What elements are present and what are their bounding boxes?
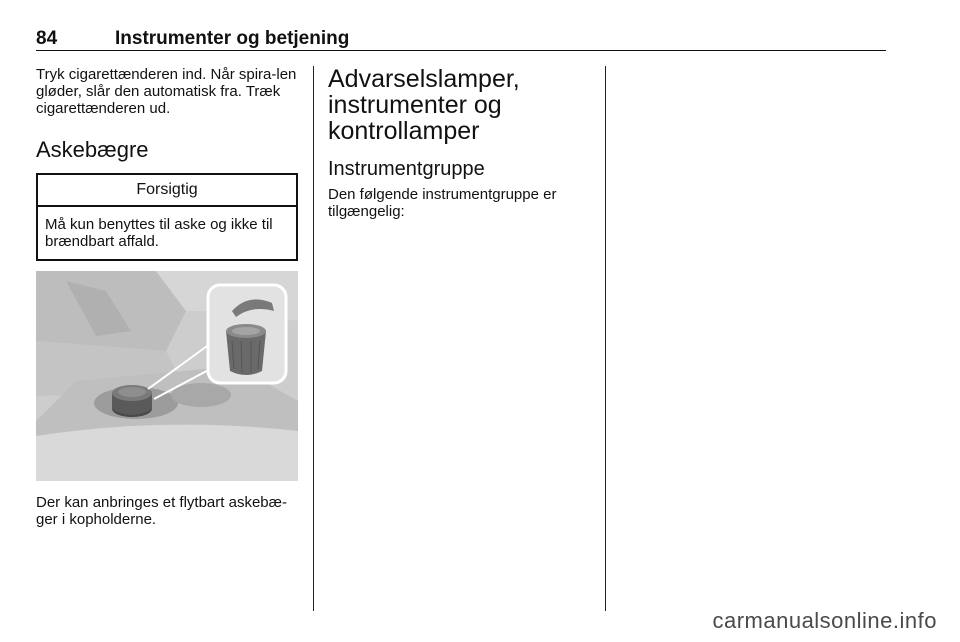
page-header	[36, 26, 886, 52]
main-heading: Advarselslamper, instrumenter og kontrollamper	[328, 65, 520, 145]
header-divider	[36, 50, 886, 51]
caution-box	[36, 173, 298, 261]
figure-caption: Der kan anbringes et flytbart askebæ-ger i kopholderne.	[36, 494, 287, 528]
column-divider	[313, 66, 314, 611]
section-heading: Askebægre	[36, 137, 149, 162]
caution-title: Forsigtig	[38, 175, 296, 207]
watermark-text: carmanualsonline.info	[712, 608, 937, 633]
ashtray-illustration	[36, 271, 298, 481]
caution-text: Må kun benyttes til aske og ikke til brændbart affald.	[45, 216, 273, 250]
middle-column	[328, 66, 593, 220]
sub-heading: Instrumentgruppe	[328, 158, 485, 180]
chapter-title: Instrumenter og betjening	[115, 28, 350, 49]
left-column	[36, 66, 301, 528]
ashtray-illustration-svg	[36, 271, 298, 481]
body-paragraph: Den følgende instrumentgruppe er tilgængelig:	[328, 186, 557, 220]
column-divider	[605, 66, 606, 611]
intro-paragraph: Tryk cigarettænderen ind. Når spira-len gløder, slår den automatisk fra. Træk cigarettænderen ud.	[36, 66, 297, 117]
page-number: 84	[36, 28, 58, 49]
